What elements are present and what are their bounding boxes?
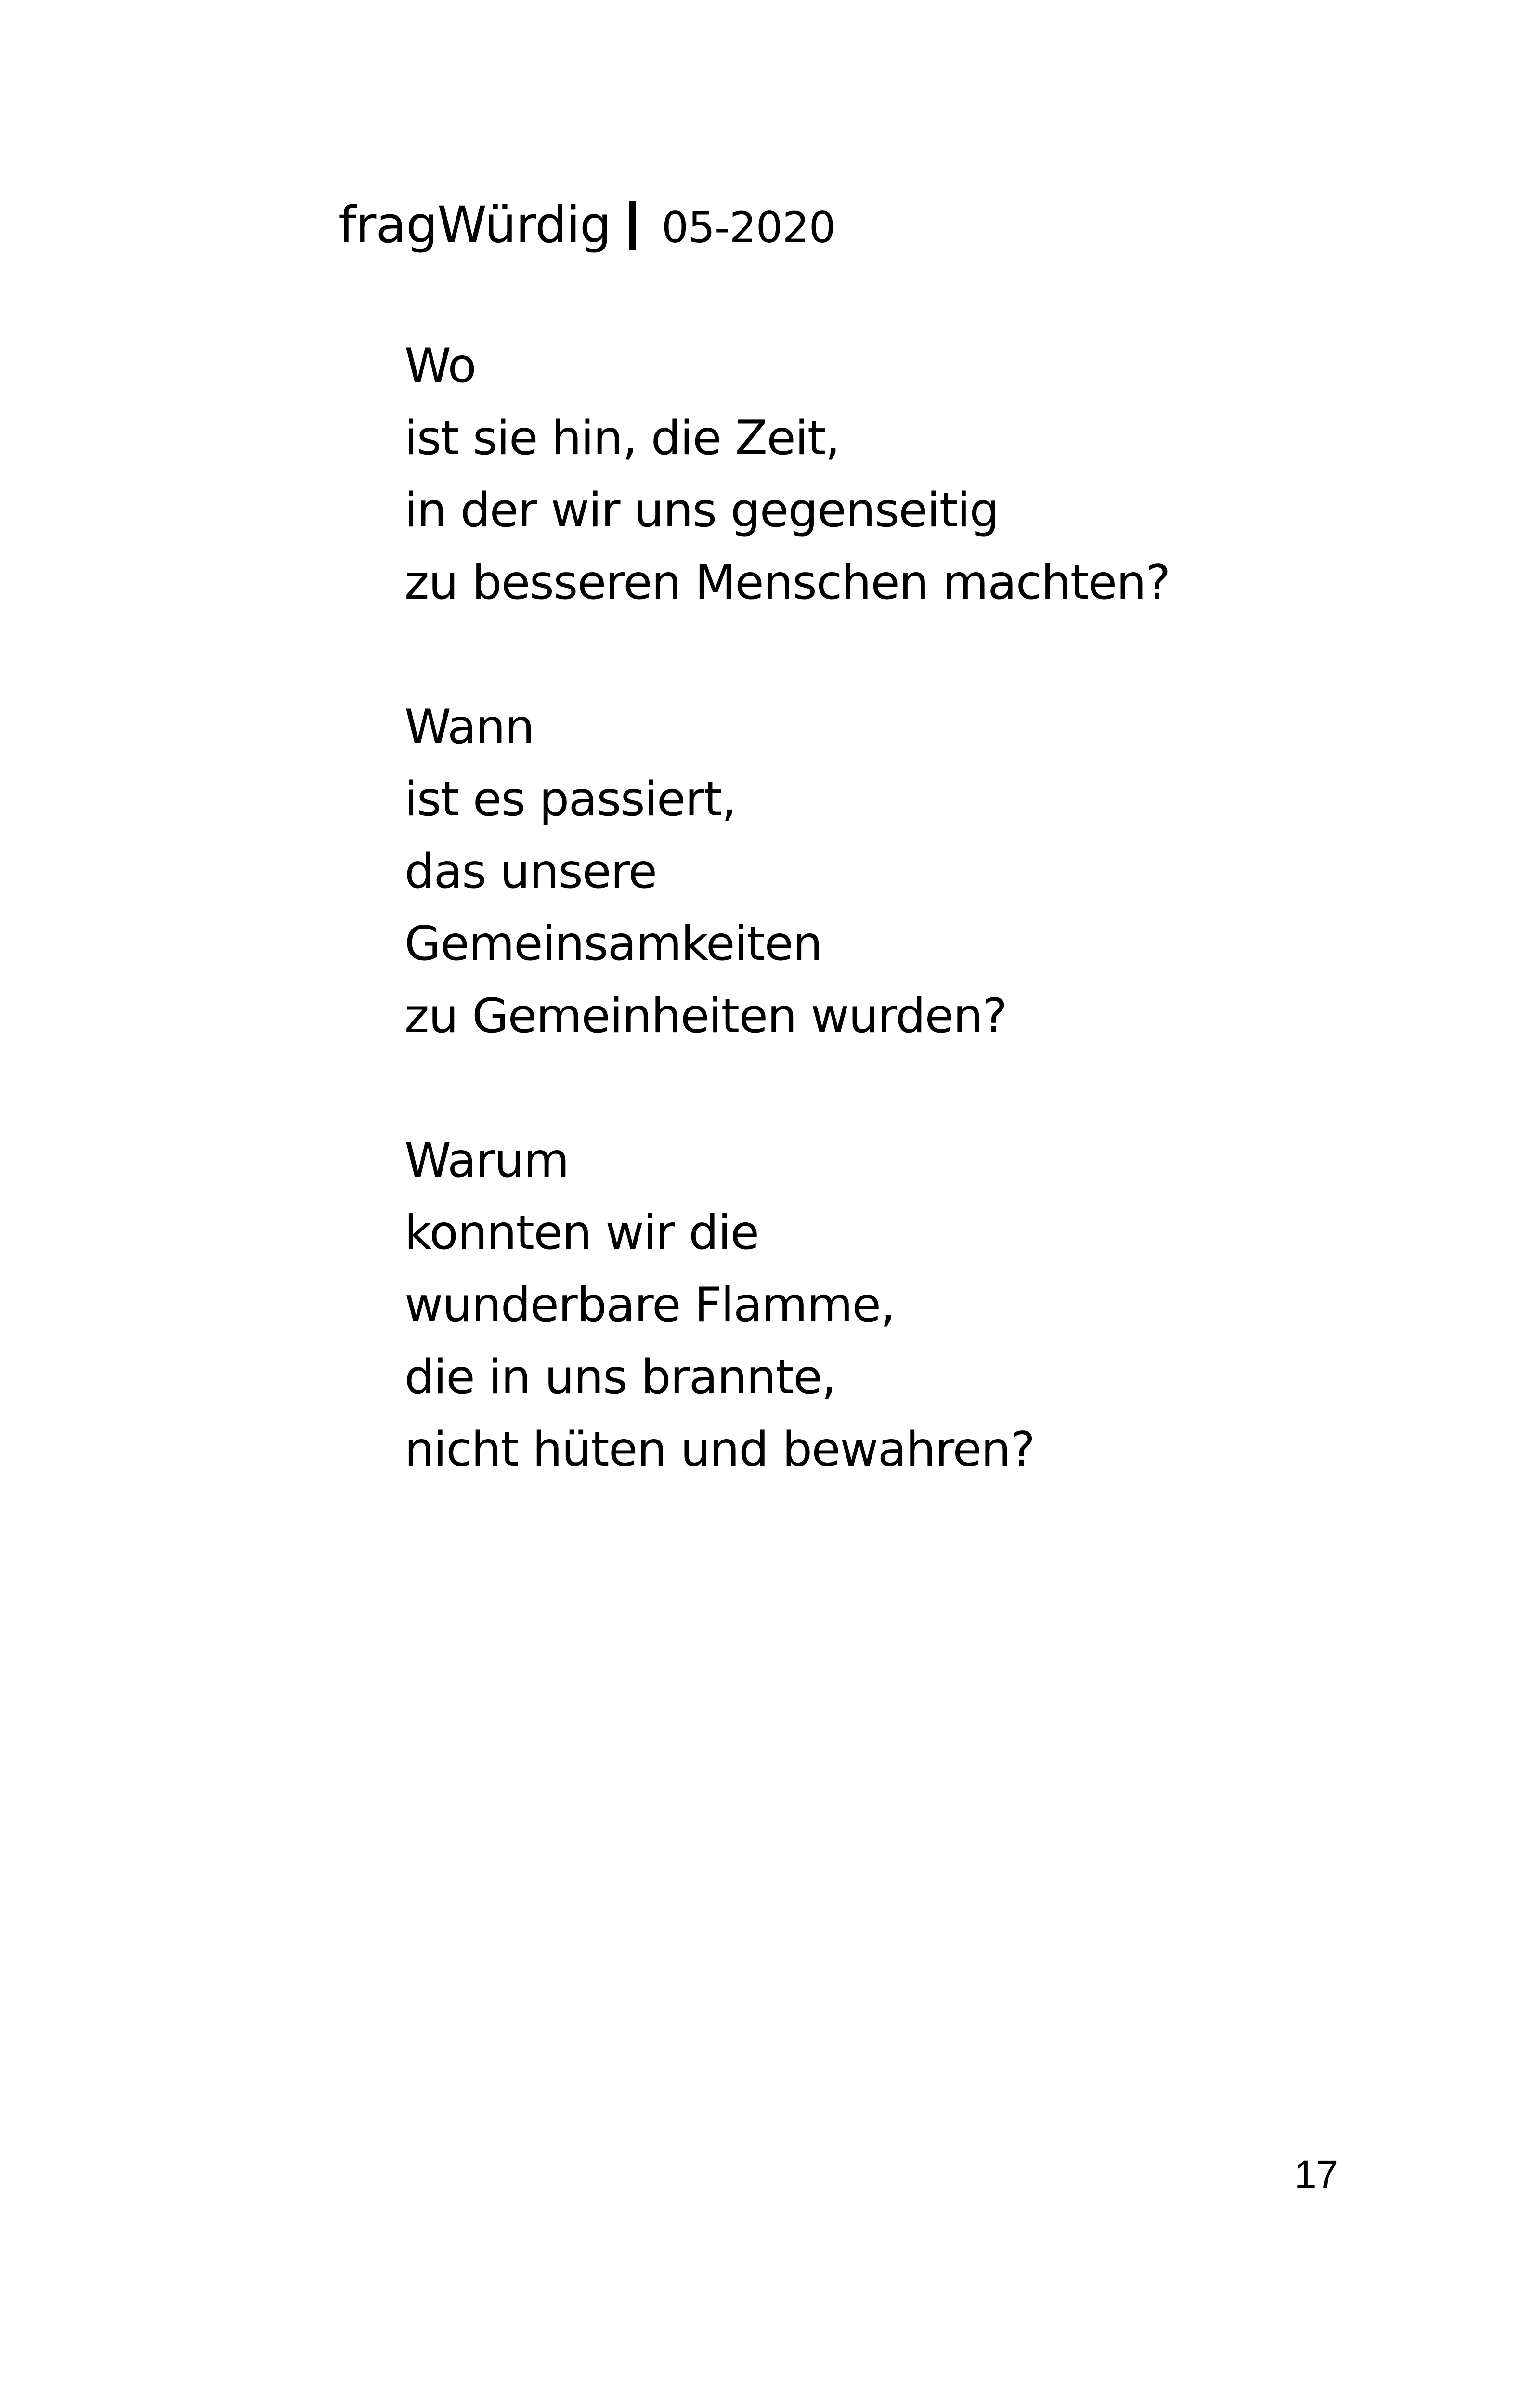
poem-line: nicht hüten und bewahren? xyxy=(404,1422,1035,1477)
stanza-3 xyxy=(404,1125,1367,1486)
poem-date: 05-2020 xyxy=(662,203,835,252)
poem-line: das unsere xyxy=(404,844,657,899)
poem-line: zu Gemeinheiten wurden? xyxy=(404,989,1007,1044)
poem-line: Wo xyxy=(404,339,476,393)
poem-line: Warum xyxy=(404,1133,569,1188)
poem-line: in der wir uns gegenseitig xyxy=(404,483,999,538)
poem-line: wunderbare Flamme, xyxy=(404,1278,895,1333)
title-separator-bar xyxy=(629,201,636,250)
page-number: 17 xyxy=(1294,2153,1339,2197)
page-header xyxy=(338,196,835,254)
poem-line: ist sie hin, die Zeit, xyxy=(404,411,840,466)
poem-body xyxy=(404,330,1367,1558)
stanza-1 xyxy=(404,330,1367,619)
stanza-2 xyxy=(404,691,1367,1052)
poem-line: Wann xyxy=(404,700,534,755)
poem-line: die in uns brannte, xyxy=(404,1350,836,1405)
poem-title: fragWürdig xyxy=(338,196,612,254)
poem-line: Gemeinsamkeiten xyxy=(404,916,822,971)
poem-line: zu besseren Menschen machten? xyxy=(404,555,1170,610)
poem-line: konnten wir die xyxy=(404,1205,759,1260)
poem-line: ist es passiert, xyxy=(404,772,736,827)
